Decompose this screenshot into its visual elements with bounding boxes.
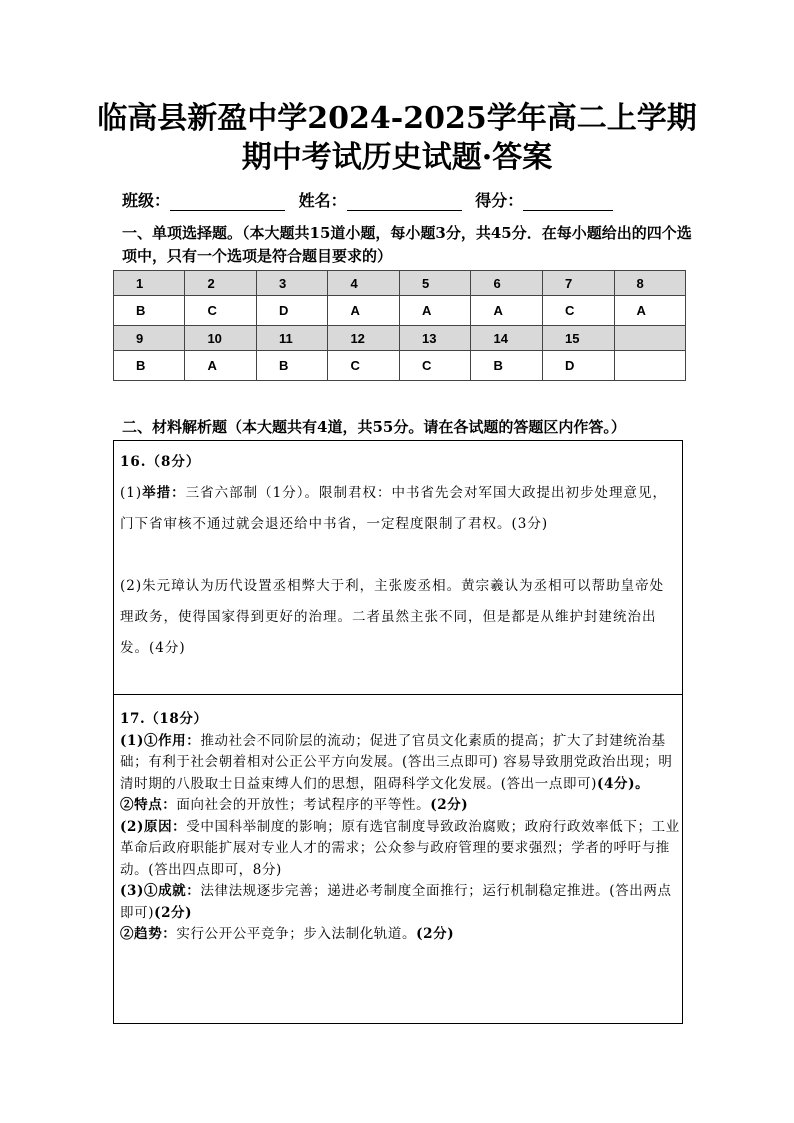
score-field[interactable] — [523, 194, 613, 211]
q17-p3-label: (2)原因： — [120, 818, 187, 835]
answer-cell: A — [614, 296, 685, 326]
answer-cell: C — [399, 351, 471, 381]
q16-p1-label: 举措： — [142, 485, 186, 501]
answer-box — [113, 440, 683, 1024]
q17-p4-text: 法律法规逐步完善；递进必考制度全面推行；运行机制稳定推进。(答出两点即可) — [120, 883, 672, 921]
q17-p4-score: (2分) — [154, 904, 193, 921]
q17-p2-text: 面向社会的开放性；考试程序的平等性。 — [176, 797, 431, 813]
question-number-cell: 15 — [543, 326, 615, 351]
answer-cell: A — [328, 296, 400, 326]
q16-p1-prefix: (1) — [120, 485, 143, 501]
q17-title: 17.（18分） — [120, 711, 208, 727]
answer-cell: A — [471, 296, 543, 326]
answer-cell: B — [256, 351, 328, 381]
answer-cell: D — [256, 296, 328, 326]
question-17 — [120, 709, 680, 946]
answer-cell: C — [543, 296, 615, 326]
question-number-cell: 6 — [471, 271, 543, 296]
class-label: 班级： — [122, 191, 171, 210]
question-number-row — [114, 271, 686, 296]
student-info-line — [122, 188, 621, 211]
answer-cell: B — [114, 351, 185, 381]
answer-cell: B — [471, 351, 543, 381]
question-number-cell: 3 — [256, 271, 328, 296]
question-number-cell: 9 — [114, 326, 185, 351]
question-number-cell: 4 — [328, 271, 400, 296]
question-number-cell: 10 — [185, 326, 257, 351]
question-number-cell: 14 — [471, 326, 543, 351]
question-number-cell: 7 — [543, 271, 615, 296]
answer-row — [114, 351, 686, 381]
answer-table — [113, 270, 686, 381]
question-number-cell: 8 — [614, 271, 685, 296]
q17-p2-score: (2分) — [430, 797, 469, 813]
doc-title-line2: 期中考试历史试题·答案 — [241, 140, 553, 175]
score-label: 得分： — [475, 191, 524, 210]
q17-p1-text: 推动社会不同阶层的流动；促进了官员文化素质的提高；扩大了封建统治基础；有利于社会朝着相对公正公平方向发展。(答出三点即可) 容易导致朋党政治出现；明清时期的八股取士日益束缚人们的思想，阻碍科学文化发展。(答出一点即可) — [120, 732, 673, 792]
q17-p1-label: (1)①作用： — [120, 732, 201, 749]
question-number-cell: 12 — [328, 326, 400, 351]
class-field[interactable] — [170, 194, 285, 211]
q17-p2-label: ②特点： — [120, 797, 177, 813]
question-number-cell — [614, 326, 685, 351]
q17-p1-score: (4分)。 — [597, 775, 650, 792]
answer-cell: A — [399, 296, 471, 326]
answer-cell: C — [328, 351, 400, 381]
question-number-cell: 13 — [399, 326, 471, 351]
section2-heading: 二、材料解析题（本大题共有4道，共55分。请在各试题的答题区内作答。） — [122, 418, 626, 436]
answer-cell: D — [543, 351, 615, 381]
divider — [114, 694, 682, 695]
question-number-cell: 1 — [114, 271, 185, 296]
q17-p5-label: ②趋势： — [120, 926, 177, 942]
answer-cell: A — [185, 351, 257, 381]
question-number-cell: 11 — [256, 326, 328, 351]
section1-heading: 一、单项选择题。（本大题共15道小题，每小题3分，共45分．在每小题给出的四个选项中，只有一个选项是符合题目要求的） — [122, 224, 692, 265]
q17-p5-score: (2分) — [416, 926, 455, 942]
q17-p3-text: 受中国科举制度的影响；原有选官制度导致政治腐败；政府行政效率低下；工业革命后政府职能扩展对专业人才的需求；公众参与政府管理的要求强烈；学者的呼吁与推动。(答出四点即可，8分) — [120, 818, 680, 878]
question-number-cell: 2 — [185, 271, 257, 296]
question-16 — [120, 447, 676, 664]
answer-cell: B — [114, 296, 185, 326]
name-field[interactable] — [347, 194, 462, 211]
doc-title-line1: 临高县新盈中学2024-2025学年高二上学期 — [97, 101, 697, 136]
q16-p1-text: 三省六部制（1分）。限制君权：中书省先会对军国大政提出初步处理意见，门下省审核不通过就会退还给中书省，一定程度限制了君权。(3分) — [120, 485, 667, 532]
answer-row — [114, 296, 686, 326]
q17-p4-label: (3)①成就： — [120, 883, 201, 899]
question-number-row — [114, 326, 686, 351]
q17-p5-text: 实行公开公平竞争；步入法制化轨道。 — [176, 926, 417, 942]
name-label: 姓名： — [298, 191, 347, 210]
question-number-cell: 5 — [399, 271, 471, 296]
q16-title: 16.（8分） — [120, 454, 201, 470]
answer-cell — [614, 351, 685, 381]
answer-cell: C — [185, 296, 257, 326]
q16-p2-text: (2)朱元璋认为历代设置丞相弊大于利，主张废丞相。黄宗羲认为丞相可以帮助皇帝处理政务，使得国家得到更好的治理。二者虽然主张不同，但是都是从维护封建统治出发。(4分) — [120, 578, 665, 656]
